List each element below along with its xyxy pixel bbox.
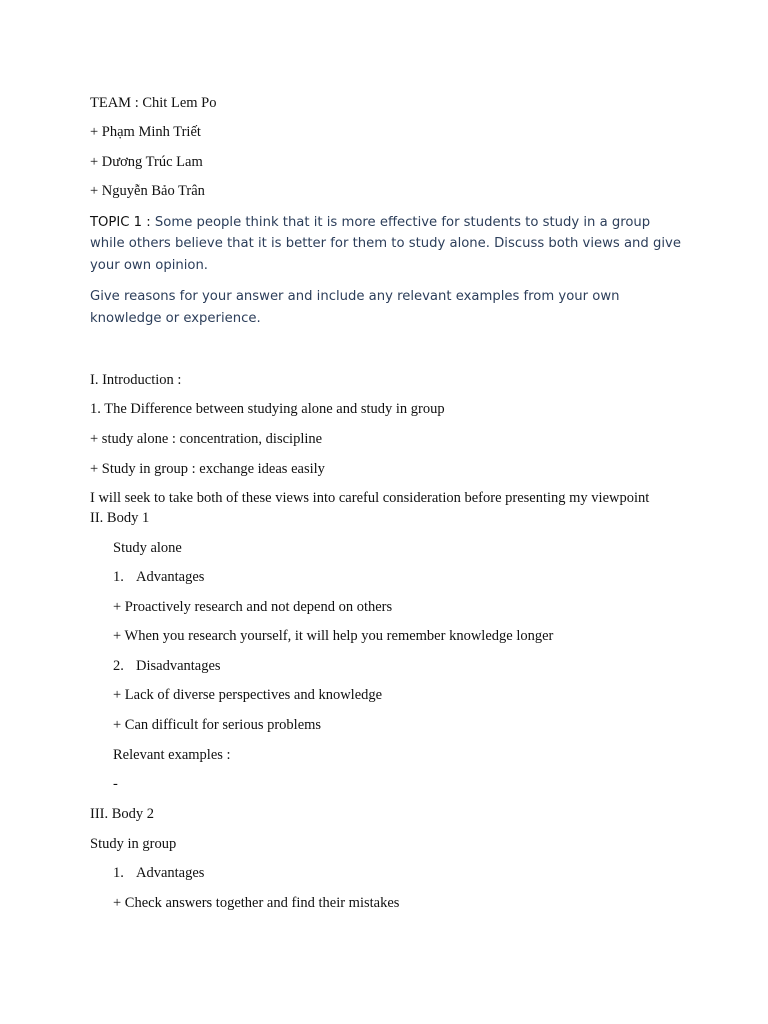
list-label: Advantages — [136, 569, 205, 585]
list-item: + Lack of diverse perspectives and knowledge — [113, 687, 383, 703]
list-number: 1. — [113, 569, 124, 585]
body2-advantages — [113, 864, 204, 882]
list-number: 2. — [113, 658, 124, 674]
list-item: + Proactively research and not depend on others — [113, 599, 393, 615]
list-label: Advantages — [136, 865, 205, 881]
list-number: 1. — [113, 865, 124, 881]
intro-alone: + study alone : concentration, discipline — [90, 431, 323, 447]
list-label: Disadvantages — [136, 658, 221, 674]
body1-subject: Study alone — [113, 540, 182, 556]
body1-disadvantages — [113, 657, 221, 675]
team-member: + Phạm Minh Triết — [90, 124, 201, 140]
team-member: + Dương Trúc Lam — [90, 154, 203, 170]
list-item: + Can difficult for serious problems — [113, 717, 322, 733]
example-dash: - — [113, 776, 118, 792]
body1-heading: II. Body 1 — [90, 510, 150, 526]
body2-heading: III. Body 2 — [90, 806, 155, 822]
intro-point: 1. The Difference between studying alone and study in group — [90, 401, 445, 417]
team-member: + Nguyễn Bảo Trân — [90, 183, 205, 199]
list-item: + Check answers together and find their mistakes — [113, 895, 400, 911]
topic-line: your own opinion. — [90, 258, 208, 273]
topic-line: while others believe that it is better for them to study alone. Discuss both views and give — [90, 236, 681, 251]
instruction-line: knowledge or experience. — [90, 311, 261, 326]
instruction-line: Give reasons for your answer and include any relevant examples from your own — [90, 289, 620, 304]
intro-group: + Study in group : exchange ideas easily — [90, 461, 325, 477]
examples-label: Relevant examples : — [113, 747, 231, 763]
topic-text: Some people think that it is more effective for students to study in a group — [154, 215, 651, 230]
intro-heading: I. Introduction : — [90, 372, 182, 388]
list-item: + When you research yourself, it will help you remember knowledge longer — [113, 628, 554, 644]
body1-advantages — [113, 568, 204, 586]
team-title: TEAM : Chit Lem Po — [90, 95, 217, 111]
intro-thesis: I will seek to take both of these views into careful consideration before presenting my viewpoint — [90, 490, 650, 506]
body2-subject: Study in group — [90, 836, 177, 852]
topic-label: TOPIC 1 : — [90, 215, 155, 230]
topic-line — [90, 214, 650, 232]
